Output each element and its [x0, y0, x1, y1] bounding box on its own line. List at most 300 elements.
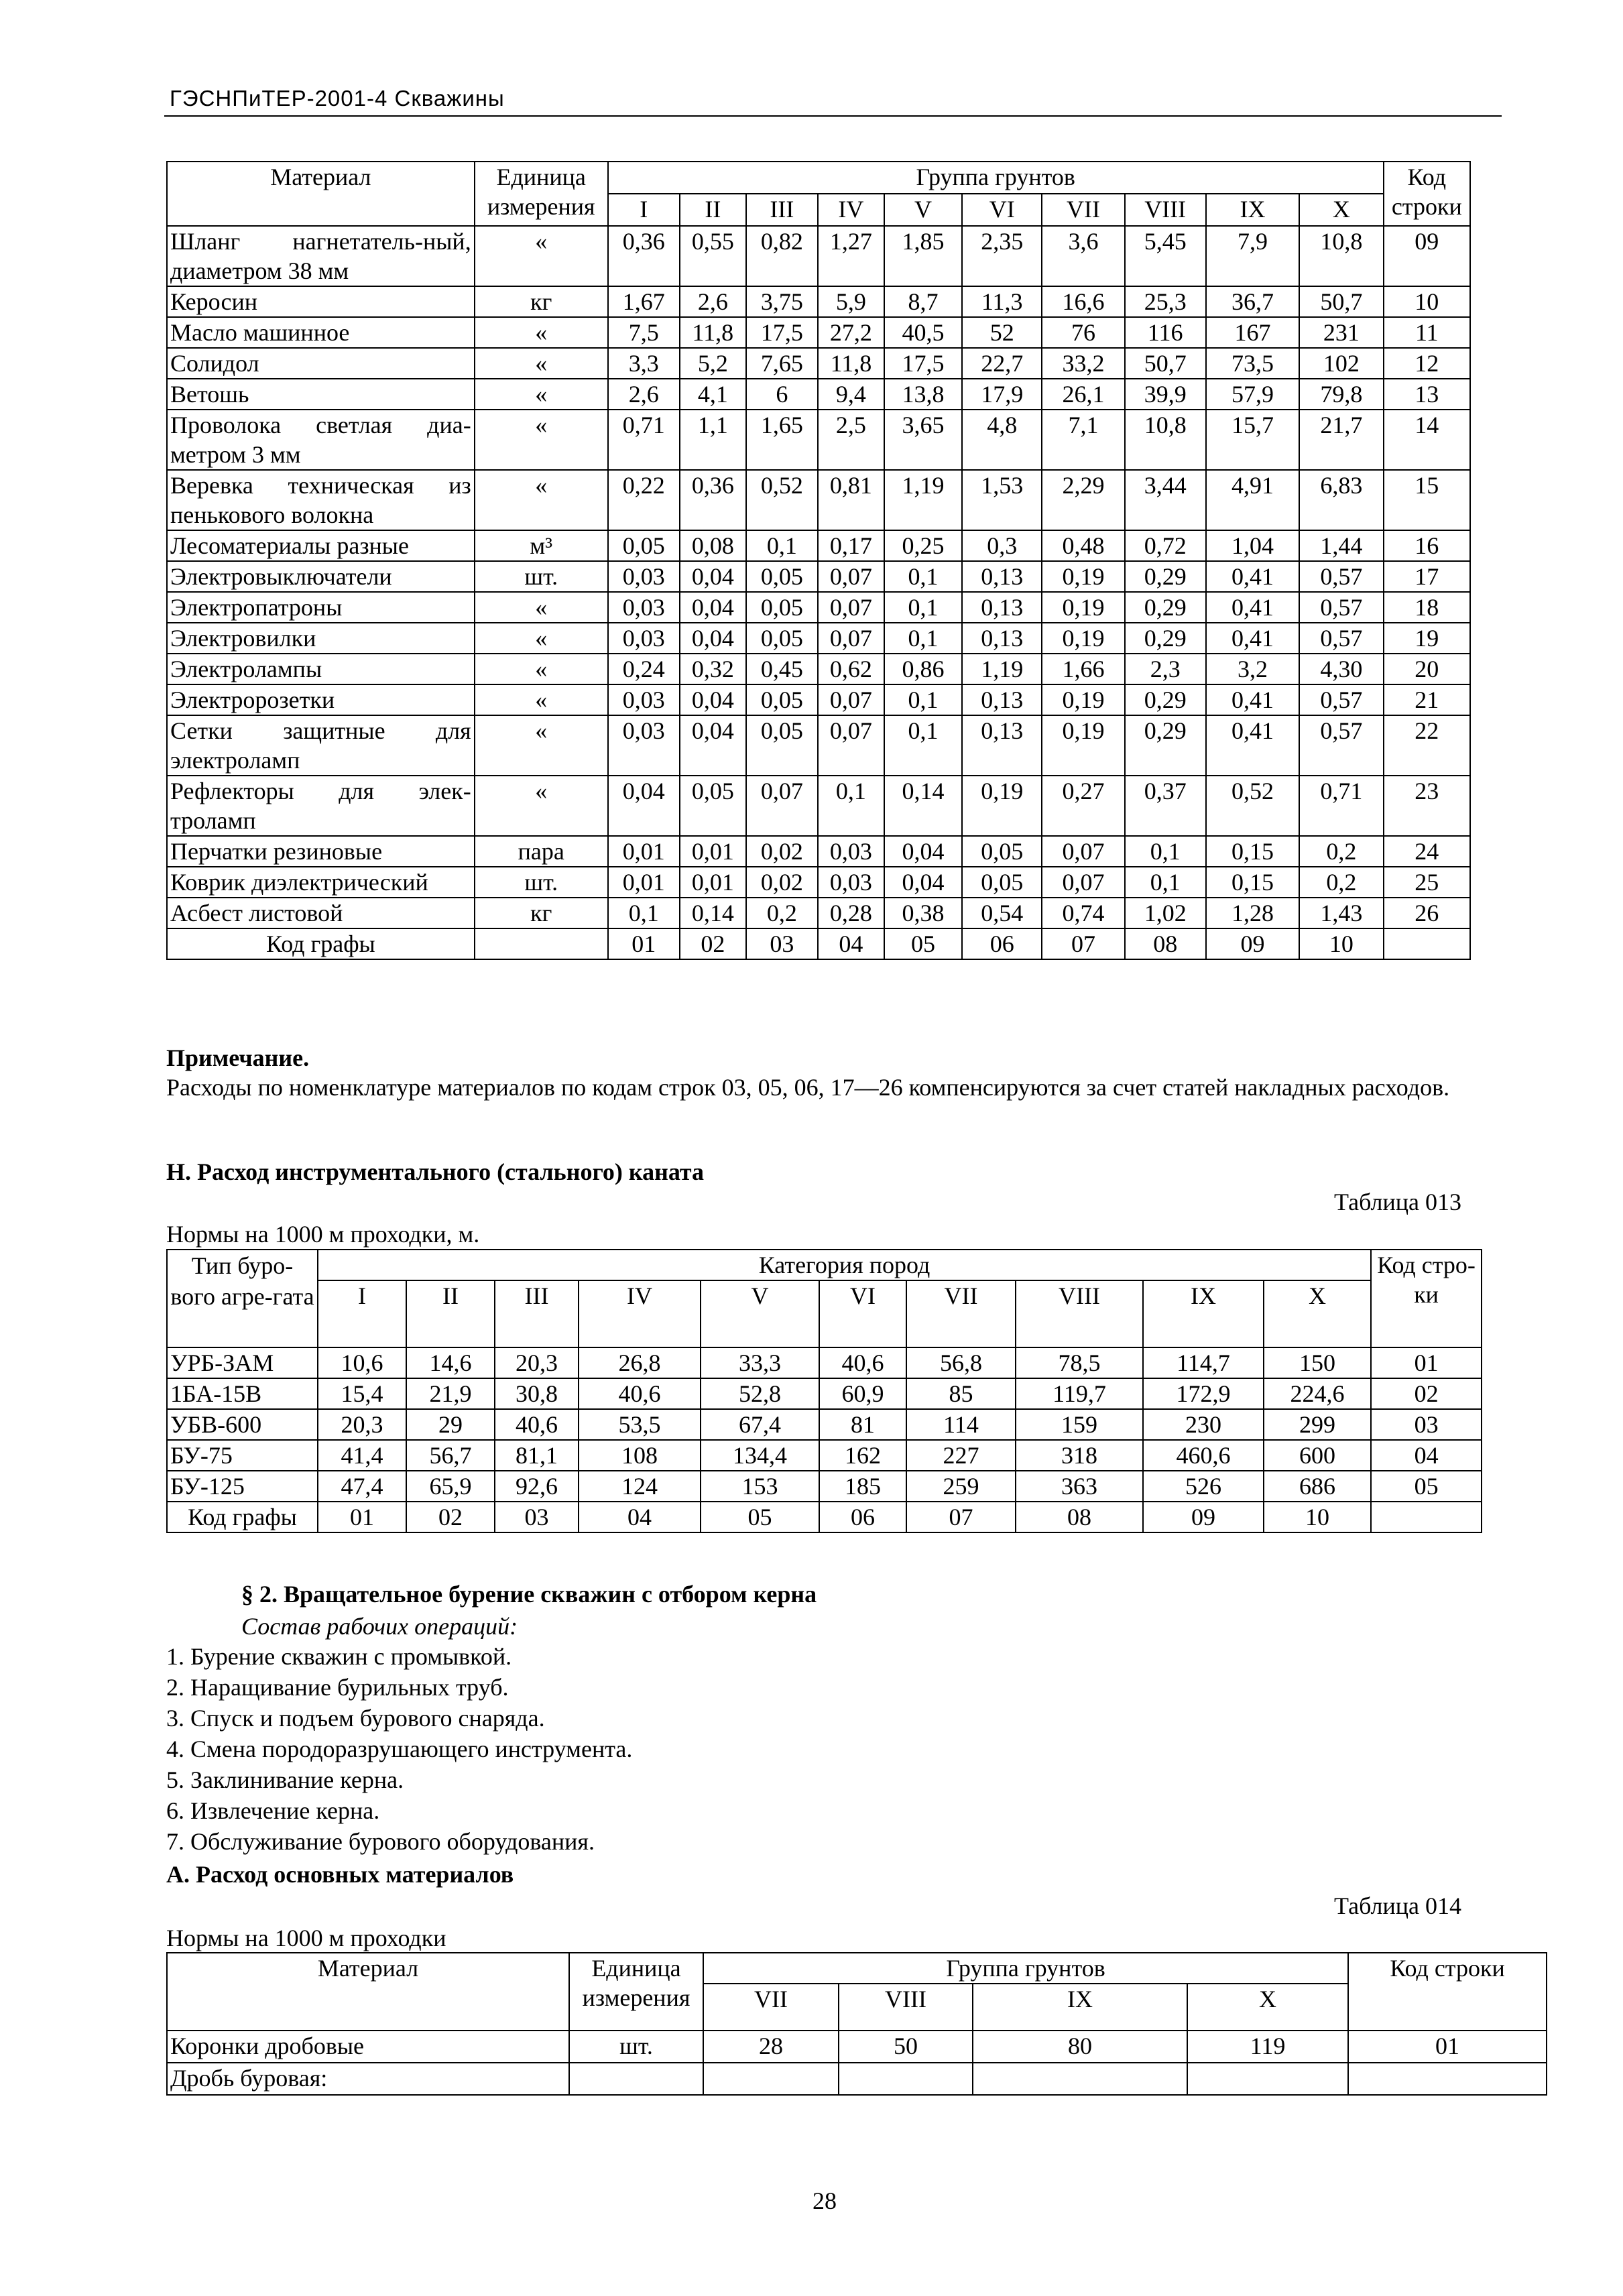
material-name: Солидол	[167, 348, 475, 379]
operations-list	[166, 1641, 632, 1857]
value-cell: 0,05	[608, 530, 680, 561]
row-code-cell: 19	[1384, 623, 1470, 654]
value-cell: 134,4	[701, 1440, 819, 1471]
table-row	[167, 317, 1470, 348]
value-cell: 21,7	[1299, 410, 1383, 470]
row-code-cell: 15	[1384, 470, 1470, 530]
value-cell: 0,04	[884, 836, 962, 867]
value-cell: 0,17	[818, 530, 884, 561]
value-cell: 0,07	[1042, 867, 1124, 898]
value-cell: 1,66	[1042, 654, 1124, 684]
value-cell: 0,07	[818, 684, 884, 715]
value-cell: 0,04	[680, 684, 746, 715]
value-cell: 0,82	[746, 226, 818, 286]
unit-cell: шт.	[475, 561, 608, 592]
value-cell: 1,04	[1206, 530, 1299, 561]
table-row	[167, 379, 1470, 410]
value-cell: 0,1	[884, 561, 962, 592]
value-cell: 40,6	[579, 1378, 701, 1409]
value-cell: 73,5	[1206, 348, 1299, 379]
table-row	[167, 1440, 1482, 1471]
value-cell: 26,1	[1042, 379, 1124, 410]
material-name: Электропатроны	[167, 592, 475, 623]
value-cell: 3,75	[746, 286, 818, 317]
unit-cell: кг	[475, 898, 608, 928]
value-cell: 299	[1264, 1409, 1371, 1440]
value-cell: 0,29	[1125, 592, 1206, 623]
row-code-cell: 23	[1384, 776, 1470, 836]
value-cell: 2,3	[1125, 654, 1206, 684]
row-code-cell: 26	[1384, 898, 1470, 928]
value-cell: 10,6	[318, 1347, 406, 1378]
value-cell: 0,13	[962, 561, 1042, 592]
value-cell: 20,3	[318, 1409, 406, 1440]
value-cell: 81,1	[495, 1440, 579, 1471]
material-name: Электровыключатели	[167, 561, 475, 592]
value-cell: 50	[839, 2031, 973, 2063]
value-cell: 600	[1264, 1440, 1371, 1471]
value-cell: 7,65	[746, 348, 818, 379]
value-cell: 6,83	[1299, 470, 1383, 530]
group-header: X	[1299, 194, 1383, 226]
group-header: V	[884, 194, 962, 226]
table-row	[167, 2063, 1547, 2095]
value-cell: 0,07	[818, 561, 884, 592]
value-cell: 0,57	[1299, 592, 1383, 623]
table-row	[167, 561, 1470, 592]
value-cell: 10,8	[1299, 226, 1383, 286]
value-cell: 81	[819, 1409, 906, 1440]
graph-label: Код графы	[167, 928, 475, 959]
value-cell: 0,15	[1206, 836, 1299, 867]
col-material-header: Материал	[167, 1953, 569, 2031]
graph-code-row	[167, 928, 1470, 959]
value-cell: 0,74	[1042, 898, 1124, 928]
value-cell: 227	[906, 1440, 1016, 1471]
group-header: II	[680, 194, 746, 226]
value-cell: 0,71	[1299, 776, 1383, 836]
note-title: Примечание.	[166, 1044, 310, 1071]
value-cell: 0,57	[1299, 623, 1383, 654]
table-row	[167, 1409, 1482, 1440]
graph-code-cell: 07	[1042, 928, 1124, 959]
value-cell: 0,04	[680, 715, 746, 776]
value-cell: 0,19	[1042, 715, 1124, 776]
material-name: Рефлекторы для элек-троламп	[167, 776, 475, 836]
value-cell: 27,2	[818, 317, 884, 348]
value-cell: 2,5	[818, 410, 884, 470]
group-header: V	[701, 1280, 819, 1347]
value-cell: 0,29	[1125, 561, 1206, 592]
value-cell: 0,05	[746, 715, 818, 776]
group-header: IV	[818, 194, 884, 226]
value-cell: 0,1	[884, 684, 962, 715]
value-cell: 124	[579, 1471, 701, 1502]
material-name: Коврик диэлектрический	[167, 867, 475, 898]
value-cell: 0,01	[680, 867, 746, 898]
operation-item: 1. Бурение скважин с промывкой.	[166, 1643, 512, 1670]
value-cell: 47,4	[318, 1471, 406, 1502]
graph-code-cell: 05	[884, 928, 962, 959]
graph-code-cell: 10	[1264, 1502, 1371, 1532]
value-cell: 185	[819, 1471, 906, 1502]
group-header: VII	[1042, 194, 1124, 226]
value-cell: 0,07	[1042, 836, 1124, 867]
value-cell: 33,3	[701, 1347, 819, 1378]
col-unit-header: Единица измерения	[475, 162, 608, 226]
value-cell: 0,1	[884, 715, 962, 776]
table-row	[167, 348, 1470, 379]
value-cell: 102	[1299, 348, 1383, 379]
row-code-cell: 24	[1384, 836, 1470, 867]
col-category-header: Категория пород	[318, 1250, 1371, 1280]
value-cell: 56,7	[406, 1440, 495, 1471]
value-cell: 65,9	[406, 1471, 495, 1502]
unit-cell: кг	[475, 286, 608, 317]
group-header: I	[318, 1280, 406, 1347]
value-cell: 50,7	[1299, 286, 1383, 317]
unit-cell: «	[475, 623, 608, 654]
material-name: Веревка техническая из пенькового волокна	[167, 470, 475, 530]
value-cell: 686	[1264, 1471, 1371, 1502]
value-cell: 0,03	[608, 715, 680, 776]
value-cell: 0,1	[1125, 867, 1206, 898]
table-row	[167, 623, 1470, 654]
value-cell: 3,6	[1042, 226, 1124, 286]
table-row	[167, 592, 1470, 623]
group-header: VIII	[839, 1984, 973, 2031]
value-cell: 0,29	[1125, 684, 1206, 715]
value-cell: 0,05	[962, 836, 1042, 867]
value-cell: 25,3	[1125, 286, 1206, 317]
group-header: I	[608, 194, 680, 226]
unit-cell: «	[475, 684, 608, 715]
table-row	[167, 470, 1470, 530]
value-cell: 2,6	[680, 286, 746, 317]
value-cell: 0,1	[884, 592, 962, 623]
value-cell: 0,13	[962, 623, 1042, 654]
value-cell: 0,2	[1299, 836, 1383, 867]
value-cell: 17,9	[962, 379, 1042, 410]
value-cell: 0,07	[746, 776, 818, 836]
operation-item: 5. Заклинивание керна.	[166, 1766, 404, 1793]
value-cell: 0,02	[746, 836, 818, 867]
graph-code-cell: 02	[406, 1502, 495, 1532]
value-cell: 17,5	[746, 317, 818, 348]
group-header: X	[1264, 1280, 1371, 1347]
value-cell: 0,36	[608, 226, 680, 286]
table-row	[167, 530, 1470, 561]
value-cell: 0,13	[962, 684, 1042, 715]
core-drilling-materials-table	[166, 1952, 1547, 2096]
table-row	[167, 654, 1470, 684]
group-header: II	[406, 1280, 495, 1347]
value-cell: 1,65	[746, 410, 818, 470]
table-row	[167, 1471, 1482, 1502]
value-cell: 0,48	[1042, 530, 1124, 561]
value-cell: 116	[1125, 317, 1206, 348]
graph-code-cell: 03	[746, 928, 818, 959]
value-cell: 0,29	[1125, 715, 1206, 776]
value-cell: 0,57	[1299, 684, 1383, 715]
value-cell: 21,9	[406, 1378, 495, 1409]
operations-subtitle: Состав рабочих операций:	[241, 1613, 518, 1640]
graph-code-cell: 09	[1206, 928, 1299, 959]
unit-cell: «	[475, 410, 608, 470]
table-013-label: Таблица 013	[1334, 1189, 1461, 1215]
value-cell: 0,28	[818, 898, 884, 928]
col-material-header: Материал	[167, 162, 475, 226]
value-cell: 29	[406, 1409, 495, 1440]
unit-cell	[569, 2063, 703, 2095]
value-cell: 0,57	[1299, 561, 1383, 592]
value-cell: 92,6	[495, 1471, 579, 1502]
value-cell: 0,54	[962, 898, 1042, 928]
material-name: Керосин	[167, 286, 475, 317]
value-cell: 28	[703, 2031, 839, 2063]
value-cell: 0,37	[1125, 776, 1206, 836]
value-cell: 0,05	[746, 561, 818, 592]
unit-cell: «	[475, 226, 608, 286]
material-name: Сетки защитные для электроламп	[167, 715, 475, 776]
value-cell: 5,45	[1125, 226, 1206, 286]
unit-cell: «	[475, 776, 608, 836]
value-cell: 0,62	[818, 654, 884, 684]
running-header: ГЭСНПиТЕР-2001-4 Скважины	[170, 86, 505, 111]
unit-cell: пара	[475, 836, 608, 867]
value-cell: 53,5	[579, 1409, 701, 1440]
group-header: VI	[962, 194, 1042, 226]
value-cell: 0,36	[680, 470, 746, 530]
value-cell: 0,52	[1206, 776, 1299, 836]
value-cell: 0,41	[1206, 623, 1299, 654]
value-cell: 119,7	[1016, 1378, 1143, 1409]
value-cell: 0,01	[608, 836, 680, 867]
value-cell: 0,19	[1042, 684, 1124, 715]
row-code-cell: 02	[1371, 1378, 1482, 1409]
value-cell: 0,25	[884, 530, 962, 561]
value-cell: 0,04	[884, 867, 962, 898]
group-header: IX	[973, 1984, 1187, 2031]
unit-cell: «	[475, 592, 608, 623]
rig-type: 1БА-15В	[167, 1378, 318, 1409]
value-cell: 167	[1206, 317, 1299, 348]
value-cell: 17,5	[884, 348, 962, 379]
section-h-title: Н. Расход инструментального (стального) каната	[166, 1158, 705, 1185]
unit-cell: шт.	[569, 2031, 703, 2063]
graph-code-cell: 09	[1143, 1502, 1264, 1532]
row-code-cell: 01	[1348, 2031, 1547, 2063]
table-row	[167, 898, 1470, 928]
value-cell: 40,6	[495, 1409, 579, 1440]
value-cell: 0,1	[608, 898, 680, 928]
value-cell: 0,07	[818, 715, 884, 776]
graph-code-cell: 04	[818, 928, 884, 959]
row-code-cell: 12	[1384, 348, 1470, 379]
value-cell: 2,35	[962, 226, 1042, 286]
value-cell: 14,6	[406, 1347, 495, 1378]
value-cell: 119	[1187, 2031, 1348, 2063]
col-group-header: Группа грунтов	[608, 162, 1384, 194]
graph-code-cell: 10	[1299, 928, 1383, 959]
col-group-header: Группа грунтов	[703, 1953, 1348, 1984]
value-cell: 460,6	[1143, 1440, 1264, 1471]
row-code-cell: 03	[1371, 1409, 1482, 1440]
table-row	[167, 1378, 1482, 1409]
value-cell: 4,1	[680, 379, 746, 410]
value-cell: 0,1	[818, 776, 884, 836]
value-cell: 20,3	[495, 1347, 579, 1378]
value-cell: 0,57	[1299, 715, 1383, 776]
value-cell: 16,6	[1042, 286, 1124, 317]
value-cell: 0,41	[1206, 715, 1299, 776]
value-cell: 0,05	[746, 592, 818, 623]
value-cell: 4,8	[962, 410, 1042, 470]
material-name: Масло машинное	[167, 317, 475, 348]
unit-cell: шт.	[475, 867, 608, 898]
value-cell: 0,05	[746, 623, 818, 654]
col-type-header: Тип буро-вого агре-гата	[167, 1250, 318, 1347]
value-cell: 56,8	[906, 1347, 1016, 1378]
value-cell: 1,28	[1206, 898, 1299, 928]
value-cell: 8,7	[884, 286, 962, 317]
value-cell: 15,7	[1206, 410, 1299, 470]
graph-code-cell: 05	[701, 1502, 819, 1532]
value-cell: 0,13	[962, 592, 1042, 623]
value-cell: 7,9	[1206, 226, 1299, 286]
value-cell: 0,02	[746, 867, 818, 898]
table-row	[167, 836, 1470, 867]
value-cell: 0,03	[818, 836, 884, 867]
value-cell: 4,30	[1299, 654, 1383, 684]
group-header: X	[1187, 1984, 1348, 2031]
value-cell	[973, 2063, 1187, 2095]
value-cell: 0,01	[680, 836, 746, 867]
norms-014: Нормы на 1000 м проходки	[166, 1925, 446, 1951]
empty-cell	[1371, 1502, 1482, 1532]
value-cell: 0,22	[608, 470, 680, 530]
graph-code-cell: 08	[1125, 928, 1206, 959]
unit-cell: «	[475, 654, 608, 684]
row-code-cell: 05	[1371, 1471, 1482, 1502]
row-code-cell: 04	[1371, 1440, 1482, 1471]
empty-cell	[1384, 928, 1470, 959]
value-cell: 0,05	[746, 684, 818, 715]
value-cell: 11,8	[680, 317, 746, 348]
value-cell: 0,13	[962, 715, 1042, 776]
value-cell: 1,67	[608, 286, 680, 317]
material-name: Проволока светлая диа-метром 3 мм	[167, 410, 475, 470]
group-header: VII	[703, 1984, 839, 2031]
value-cell: 0,07	[818, 592, 884, 623]
rig-type: УРБ-ЗАМ	[167, 1347, 318, 1378]
value-cell: 67,4	[701, 1409, 819, 1440]
row-code-cell: 11	[1384, 317, 1470, 348]
value-cell: 0,1	[746, 530, 818, 561]
unit-cell: «	[475, 348, 608, 379]
value-cell: 0,03	[608, 623, 680, 654]
value-cell: 231	[1299, 317, 1383, 348]
table-row	[167, 776, 1470, 836]
header-rule	[164, 115, 1502, 117]
value-cell: 80	[973, 2031, 1187, 2063]
table-row	[167, 226, 1470, 286]
value-cell: 85	[906, 1378, 1016, 1409]
value-cell: 0,32	[680, 654, 746, 684]
value-cell: 0,14	[680, 898, 746, 928]
value-cell: 22,7	[962, 348, 1042, 379]
value-cell: 33,2	[1042, 348, 1124, 379]
operation-item: 2. Наращивание бурильных труб.	[166, 1674, 509, 1701]
value-cell: 0,19	[962, 776, 1042, 836]
value-cell: 0,1	[1125, 836, 1206, 867]
value-cell: 153	[701, 1471, 819, 1502]
value-cell: 0,08	[680, 530, 746, 561]
value-cell: 57,9	[1206, 379, 1299, 410]
row-code-cell: 01	[1371, 1347, 1482, 1378]
unit-cell: «	[475, 379, 608, 410]
table-row	[167, 1347, 1482, 1378]
value-cell: 0,81	[818, 470, 884, 530]
value-cell: 0,03	[608, 592, 680, 623]
value-cell: 11,8	[818, 348, 884, 379]
row-code-cell: 21	[1384, 684, 1470, 715]
value-cell: 40,5	[884, 317, 962, 348]
value-cell: 0,2	[1299, 867, 1383, 898]
row-code-cell: 10	[1384, 286, 1470, 317]
row-code-cell: 20	[1384, 654, 1470, 684]
value-cell: 1,27	[818, 226, 884, 286]
value-cell: 114	[906, 1409, 1016, 1440]
value-cell: 50,7	[1125, 348, 1206, 379]
material-name: Электророзетки	[167, 684, 475, 715]
row-code-cell: 14	[1384, 410, 1470, 470]
value-cell: 159	[1016, 1409, 1143, 1440]
material-name: Асбест листовой	[167, 898, 475, 928]
value-cell: 60,9	[819, 1378, 906, 1409]
norms-013: Нормы на 1000 м проходки, м.	[166, 1221, 480, 1248]
cable-table	[166, 1249, 1482, 1533]
row-code-cell: 25	[1384, 867, 1470, 898]
value-cell: 26,8	[579, 1347, 701, 1378]
value-cell: 0,04	[608, 776, 680, 836]
material-name: Электролампы	[167, 654, 475, 684]
graph-code-cell: 01	[318, 1502, 406, 1532]
value-cell: 4,91	[1206, 470, 1299, 530]
value-cell: 0,55	[680, 226, 746, 286]
group-header: IX	[1143, 1280, 1264, 1347]
value-cell: 11,3	[962, 286, 1042, 317]
value-cell: 162	[819, 1440, 906, 1471]
value-cell: 3,65	[884, 410, 962, 470]
material-name: Перчатки резиновые	[167, 836, 475, 867]
value-cell: 15,4	[318, 1378, 406, 1409]
group-header: IV	[579, 1280, 701, 1347]
value-cell: 1,85	[884, 226, 962, 286]
material-name: Шланг нагнетатель-ный, диаметром 38 мм	[167, 226, 475, 286]
value-cell: 30,8	[495, 1378, 579, 1409]
operation-item: 7. Обслуживание бурового оборудования.	[166, 1828, 595, 1855]
value-cell: 0,27	[1042, 776, 1124, 836]
group-header: III	[495, 1280, 579, 1347]
value-cell: 0,41	[1206, 561, 1299, 592]
group-header: VIII	[1016, 1280, 1143, 1347]
value-cell: 1,43	[1299, 898, 1383, 928]
value-cell: 3,2	[1206, 654, 1299, 684]
graph-code-cell: 07	[906, 1502, 1016, 1532]
table-row	[167, 410, 1470, 470]
group-header: IX	[1206, 194, 1299, 226]
